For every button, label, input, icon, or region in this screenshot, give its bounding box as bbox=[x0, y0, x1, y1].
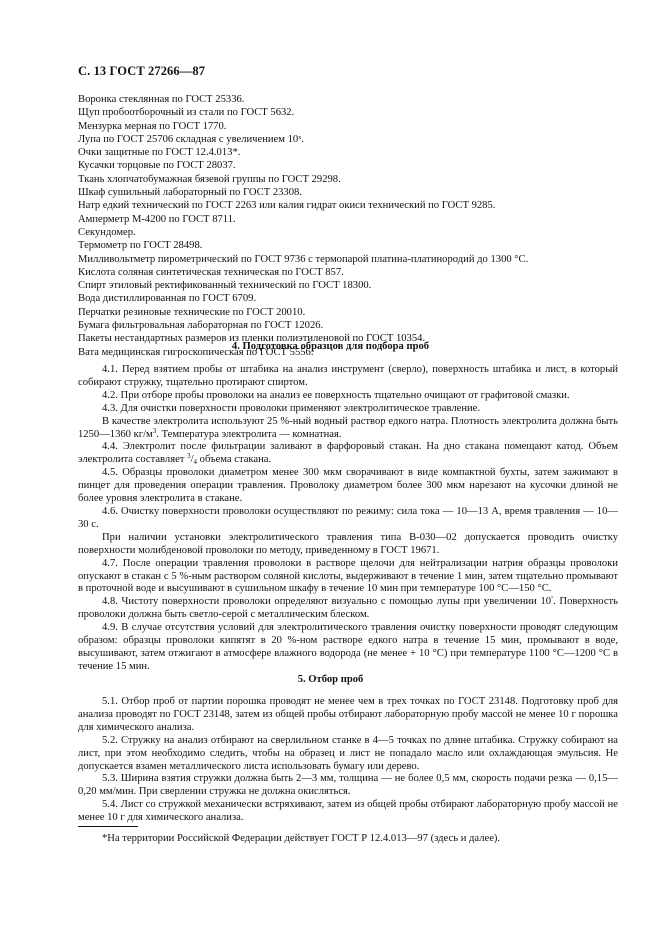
list-item: Кислота соляная синтетическая техническая по ГОСТ 857. bbox=[78, 266, 344, 278]
list-item: Амперметр М-4200 по ГОСТ 8711. bbox=[78, 213, 236, 225]
list-item: Вата медицинская гигроскопическая по ГОСТ 5556. bbox=[78, 346, 314, 358]
footnote: *На территории Российской Федерации действует ГОСТ Р 12.4.013—97 (здесь и далее). bbox=[102, 833, 501, 844]
list-item: Милливольтметр пирометрический по ГОСТ 9736 с термопарой платина-платинородий до 1300 °С. bbox=[78, 253, 529, 265]
list-item: Бумага фильтровальная лабораторная по ГОСТ 12026. bbox=[78, 320, 324, 332]
list-item: Ткань хлопчатобумажная бязевой группы по ГОСТ 29298. bbox=[78, 173, 341, 185]
list-item: Мензурка мерная по ГОСТ 1770. bbox=[78, 120, 227, 132]
list-item: Очки защитные по ГОСТ 12.4.013*. bbox=[78, 147, 241, 159]
paragraph-4-3: 4.3. Для очистки поверхности проволоки применяют электролитическое травление. bbox=[102, 402, 481, 414]
list-item: Пакеты нестандартных размеров из пленки полиэтиленовой по ГОСТ 10354. bbox=[78, 333, 426, 345]
section-5-body bbox=[78, 696, 618, 825]
footnote-divider bbox=[78, 826, 138, 827]
paragraph-5-1: 5.1. Отбор проб от партии порошка проводят не менее чем в трех точках по ГОСТ 23148. Подготовку проб для анализа проводят по ГОСТ 23148, затем из общей пробы отбирают лабораторную пробу массой не менее 10 г порошка для химического анализа. bbox=[78, 696, 618, 733]
paragraph-5-4: 5.4. Лист со стружкой механически встряхивают, затем из общей пробы отбирают лабораторную пробу массой не менее 10 г для химического анализа. bbox=[78, 799, 618, 824]
equipment-list bbox=[78, 93, 618, 359]
paragraph-5-2: 5.2. Стружку на анализ отбирают на сверлильном станке в 4—5 точках по длине штабика. Стружку собирают на лист, при этом необходимо следить, чтобы на образец и лист не попадало масло или охлаждающая эмульсия. Не допускается взамен металлического листа использовать бумагу или дерево. bbox=[78, 734, 618, 772]
paragraph-5-3: 5.3. Ширина взятия стружки должна быть 2—3 мм, толщина — не более 0,5 мм, скорость подачи резка — 0,15—0,20 мм/мин. При сверлении стружка не должна окисляться. bbox=[78, 773, 618, 798]
section-4-body bbox=[78, 364, 618, 674]
list-item: Щуп пробоотборочный из стали по ГОСТ 5632. bbox=[78, 107, 295, 119]
paragraph-4-1: 4.1. Перед взятием пробы от штабика на анализ инструмент (сверло), поверхность штабика и лист, в который собирают стружку, тщательно протирают спиртом. bbox=[78, 364, 618, 388]
paragraph-4-2: 4.2. При отборе пробы проволоки на анализ ее поверхность тщательно очищают от графитовой смазки. bbox=[102, 389, 570, 401]
list-item: Воронка стеклянная по ГОСТ 25336. bbox=[78, 94, 245, 105]
list-item: Лупа по ГОСТ 25706 складная с увеличением 10ˣ. bbox=[78, 133, 304, 145]
page-header: С. 13 ГОСТ 27266—87 bbox=[78, 64, 206, 78]
list-item: Шкаф сушильный лабораторный по ГОСТ 23308. bbox=[78, 187, 302, 199]
list-item: Вода дистиллированная по ГОСТ 6709. bbox=[78, 293, 257, 305]
paragraph-4-6-note: При наличии установки электролитического травления типа В-030—02 допускается проводить очистку поверхности молибденовой проволоки по методу, приведенному в ГОСТ 19671. bbox=[78, 531, 618, 556]
list-item: Секундомер. bbox=[78, 226, 136, 238]
paragraph-4-7: 4.7. После операции травления проволоки в растворе щелочи для нейтрализации натрия образцы проволоки опускают в стакан с 5 %-ным раствором соляной кислоты, выдерживают в течение 1 мин, затем тщательно промывают в проточной воде и высушивают в сушильном шкафу в течение 10 мин при температуре 100 °С—150 °С. bbox=[78, 557, 618, 595]
paragraph-4-8: 4.8. Чистоту поверхности проволоки определяют визуально с помощью лупы при увеличении $10^ˣ$. Поверхность проволоки должна быть светло-серой с металлическим блеском. bbox=[78, 594, 618, 621]
list-item: Перчатки резиновые технические по ГОСТ 20010. bbox=[78, 306, 306, 318]
section-4-title: 4. Подготовка образцов для подбора проб bbox=[231, 341, 430, 352]
list-item: Спирт этиловый ректификованный технический по ГОСТ 18300. bbox=[78, 280, 372, 292]
paragraph-4-5: 4.5. Образцы проволоки диаметром менее 300 мкм сворачивают в виде компактной бухты, затем зажимают в пинцет для проведения операции травления. Проволоку диаметром более 300 мкм нарезают на кусочки длиной не более уровня электролита в стакане. bbox=[78, 467, 618, 505]
list-item: Термометр по ГОСТ 28498. bbox=[78, 240, 203, 252]
paragraph-4-9: 4.9. В случае отсутствия условий для электролитического травления очистку поверхности проводят следующим образом: образцы проволоки кипятят в 20 %-ном растворе едкого натра в течение 15 мин, промывают в воде, высушивают, затем отжигают в атмосфере влажного водорода (не менее + 10 °С) при температуре 1100 °С—1200 °С в течение 15 мин. bbox=[78, 622, 618, 672]
list-item: Натр едкий технический по ГОСТ 2263 или калия гидрат окиси технический по ГОСТ 9285. bbox=[78, 200, 496, 212]
list-item: Кусачки торцовые по ГОСТ 28037. bbox=[78, 160, 236, 172]
section-5-title: 5. Отбор проб bbox=[297, 674, 364, 685]
paragraph-4-6: 4.6. Очистку поверхности проволоки осуществляют по режиму: сила тока — 10—13 А, время травления — 10—30 с. bbox=[78, 505, 618, 530]
paragraph-4-3-electrolyte: В качестве электролита используют 25 %-ный водный раствор едкого натра. Плотность электролита должна быть 1250—1360 $кг/м^3$. Температура электролита — комнатная. bbox=[78, 415, 618, 440]
paragraph-4-4: 4.4. Электролит после фильтрации заливают в фарфоровый стакан. На дно стакана помещают катод. Объем электролита составляет $^3/_4$ объема стакана. bbox=[78, 441, 618, 467]
